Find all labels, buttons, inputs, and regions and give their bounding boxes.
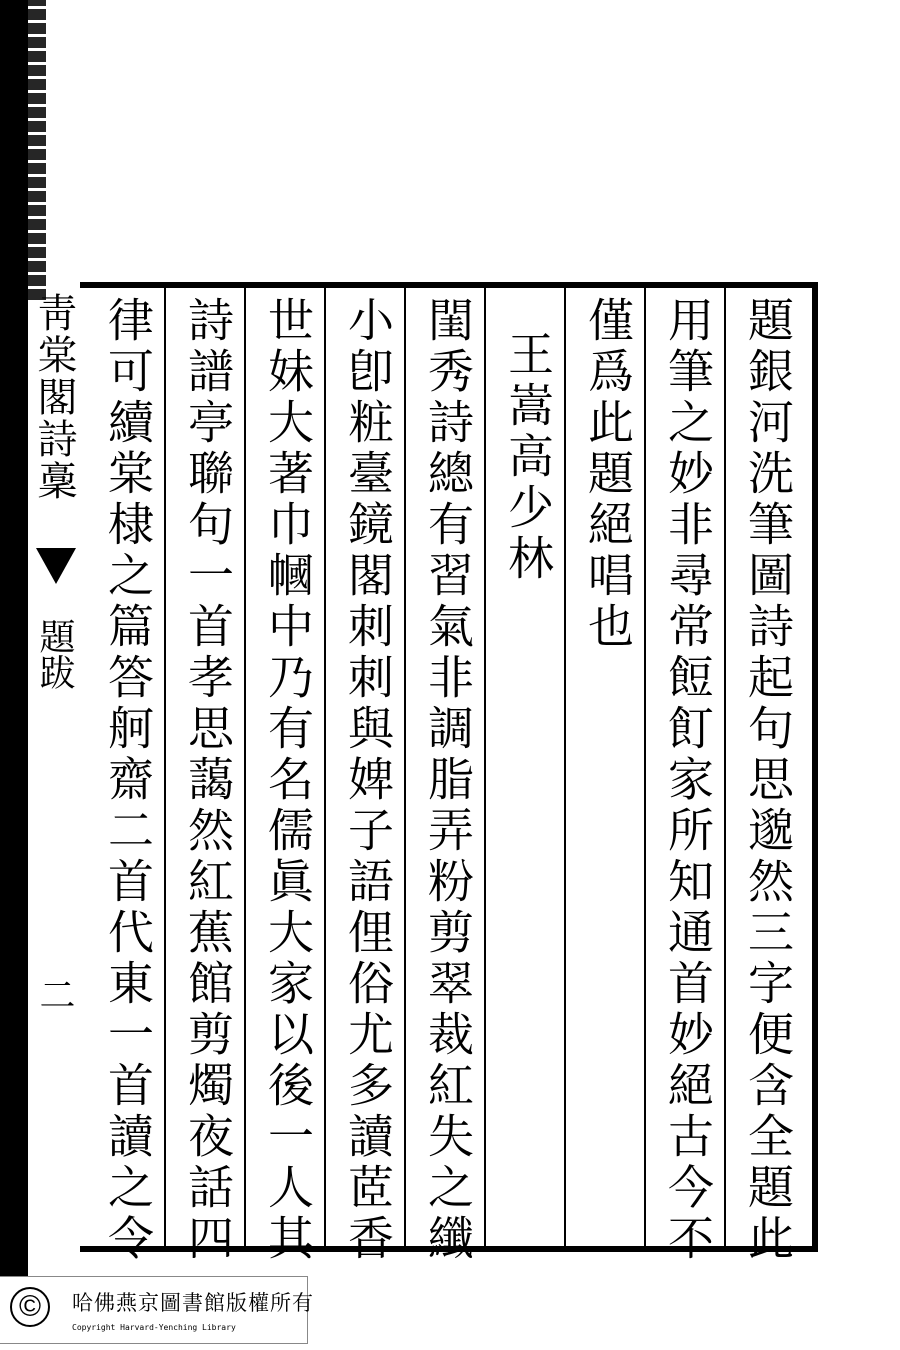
copyright-icon: © <box>10 1287 50 1327</box>
text-column-9: 律可續棠棣之篇答舸齋二首代東一首讀之令 <box>101 296 155 1265</box>
binding-strip <box>0 0 28 1280</box>
text-column-2: 用筆之妙非尋常餖飣家所知通首妙絕古今不 <box>661 296 715 1265</box>
column-rule <box>404 288 406 1246</box>
copyright-chinese: 哈佛燕京圖書館版權所有 <box>72 1291 314 1315</box>
fishtail-mark <box>36 548 76 584</box>
text-column-5: 閨秀詩總有習氣非調脂弄粉剪翠裁紅失之纖 <box>421 296 475 1265</box>
column-rule <box>724 288 726 1246</box>
copyright-english: Copyright Harvard-Yenching Library <box>72 1323 236 1332</box>
copyright-stamp <box>0 1276 314 1344</box>
text-column-6: 小卽粧臺鏡閣刺刺與婢子語俚俗尤多讀茝香 <box>341 296 395 1265</box>
text-column-author: 王嵩高少林 <box>501 330 555 585</box>
text-column-8: 詩譜亭聯句一首孝思藹然紅蕉館剪燭夜話四 <box>181 296 235 1265</box>
margin-page-number: 二 <box>34 976 75 1012</box>
text-column-1: 題銀河洗筆圖詩起句思邈然三字便含全題此 <box>741 296 795 1265</box>
column-rule <box>484 288 486 1246</box>
column-rule <box>324 288 326 1246</box>
column-rule <box>164 288 166 1246</box>
margin-section-title: 題跋 <box>34 618 75 690</box>
column-rule <box>564 288 566 1246</box>
binding-edge <box>28 0 46 300</box>
margin-book-title: 靑棠閣詩稾 <box>31 292 77 502</box>
text-column-7: 世妹大著巾幗中乃有名儒眞大家以後一人其 <box>261 296 315 1265</box>
column-rule <box>644 288 646 1246</box>
text-column-3: 僅爲此題絕唱也 <box>581 296 635 653</box>
column-rule <box>244 288 246 1246</box>
